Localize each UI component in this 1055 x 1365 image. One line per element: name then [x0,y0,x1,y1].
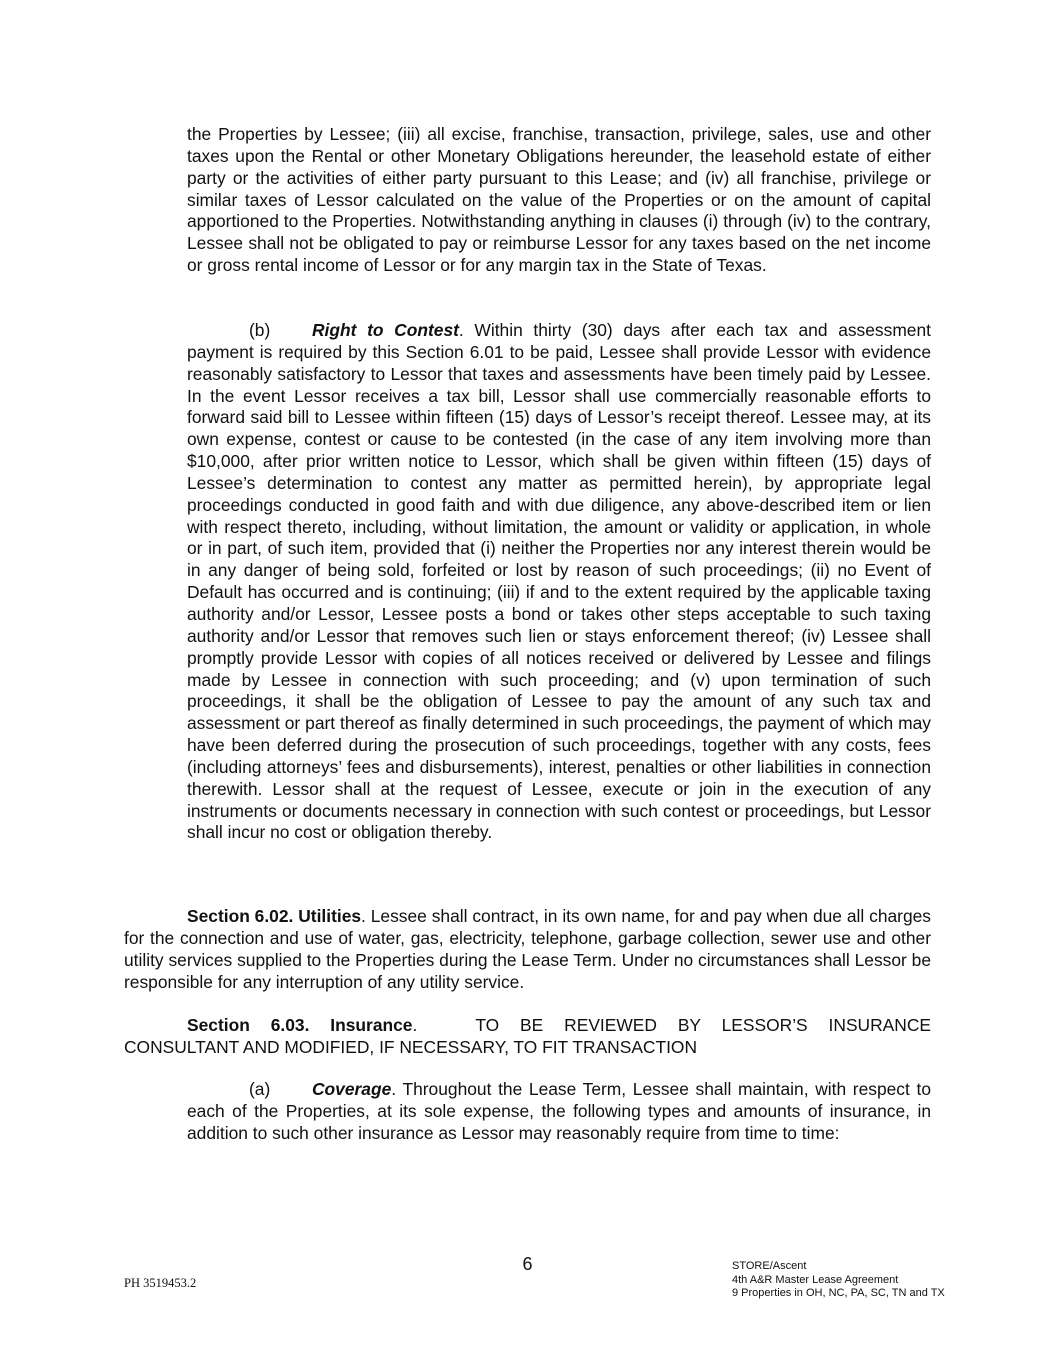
page-number: 6 [522,1254,533,1274]
heading-punctuation: . [391,1079,397,1099]
paragraph-heading: Right to Contest [312,320,459,340]
footer-line: 4th A&R Master Lease Agreement [732,1273,899,1286]
heading-punctuation: . [361,906,366,926]
section-heading: Section 6.02. Utilities [187,906,362,926]
section-6-02-utilities [124,906,931,993]
paragraph-label: (a) [249,1079,271,1099]
heading-punctuation: . [458,320,464,340]
paragraph-right-to-contest [187,320,931,844]
paragraph-text: the Properties by Lessee; (iii) all excise, franchise, transaction, privilege, sales, use and other taxes upon the Rental or other Monetary Obligations hereunder, the leasehold estate of either party or the activities of either party pursuant to this Lease; and (iv) all franchise, privilege or similar taxes of Lessor calculated on the value of the Properties or on the amount of capital apportioned to the Properties. Notwithstanding anything in clauses (i) through (iv) to the contrary, Lessee shall not be obligated to pay or reimburse Lessor for any taxes based on the net income or gross rental income of Lessor or for any margin tax in the State of Texas. [187,124,931,276]
footer-line: STORE/Ascent [732,1260,807,1272]
footer-line: 9 Properties in OH, NC, PA, SC, TN and TX [732,1287,945,1299]
footer-document-info [732,1260,945,1301]
section-text: TO BE REVIEWED BY LESSOR’S INSURANCE CONSULTANT AND MODIFIED, IF NECESSARY, TO FIT TRANSACTION [124,1015,931,1057]
section-heading: Section 6.03. Insurance [187,1015,413,1035]
paragraph-text: Throughout the Lease Term, Lessee shall maintain, with respect to each of the Properties, at its sole expense, the following types and amounts of insurance, in addition to such other insurance as Lessor may reasonably require from time to time: [187,1079,931,1143]
paragraph-label: (b) [249,320,271,340]
section-text: Lessee shall contract, in its own name, for and pay when due all charges for the connection and use of water, gas, electricity, telephone, garbage collection, sewer use and other utility services supplied to the Properties during the Lease Term. Under no circumstances shall Lessor be responsible for any interruption of any utility service. [124,906,931,992]
heading-punctuation: . [412,1015,418,1035]
document-id: PH 3519453.2 [124,1276,197,1290]
paragraph-coverage [187,1079,931,1145]
paragraph-taxes-continued [187,124,931,277]
paragraph-text: Within thirty (30) days after each tax and assessment payment is required by this Section 6.01 to be paid, Lessee shall provide Lessor with evidence reasonably satisfactory to Lessor that taxes and assessments have been timely paid by Lessee. In the event Lessor receives a tax bill, Lessor shall use commercially reasonable efforts to forward said bill to Lessee within fifteen (15) days of Lessor’s receipt thereof. Lessee may, at its own expense, contest or cause to be contested (in the case of any item involving more than $10,000, after prior written notice to Lessor, which shall be given within fifteen (15) days of Lessee’s determination to contest any matter as permitted herein), by appropriate legal proceedings conducted in good faith and with due diligence, any above-described item or lien with respect thereto, including, without limitation, the amount or validity or application, in whole or in part, of such item, provided that (i) neither the Properties nor any interest therein would be in any danger of being sold, forfeited or lost by reason of such proceedings; (ii) no Event of Default has occurred and is continuing; (iii) if and to the extent required by the applicable taxing authority and/or Lessor, Lessee posts a bond or takes other steps acceptable to such taxing authority and/or Lessor that removes such lien or stays enforcement thereof; (iv) Lessee shall promptly provide Lessor with copies of all notices received or delivered by Lessee and filings made by Lessee in connection with such proceeding; and (v) upon termination of such proceedings, it shall be the obligation of Lessee to pay the amount of any such tax and assessment or part thereof as finally determined in such proceedings, the payment of which may have been deferred during the prosecution of such proceedings, together with any costs, fees (including attorneys’ fees and disbursements), interest, penalties or other liabilities in connection therewith. Lessor shall at the request of Lessee, execute or join in the execution of any instruments or documents necessary in connection with such contest or proceedings, but Lessor shall incur no cost or obligation thereby. [187,320,931,843]
section-6-03-insurance [124,1015,931,1059]
paragraph-heading: Coverage [312,1079,392,1099]
